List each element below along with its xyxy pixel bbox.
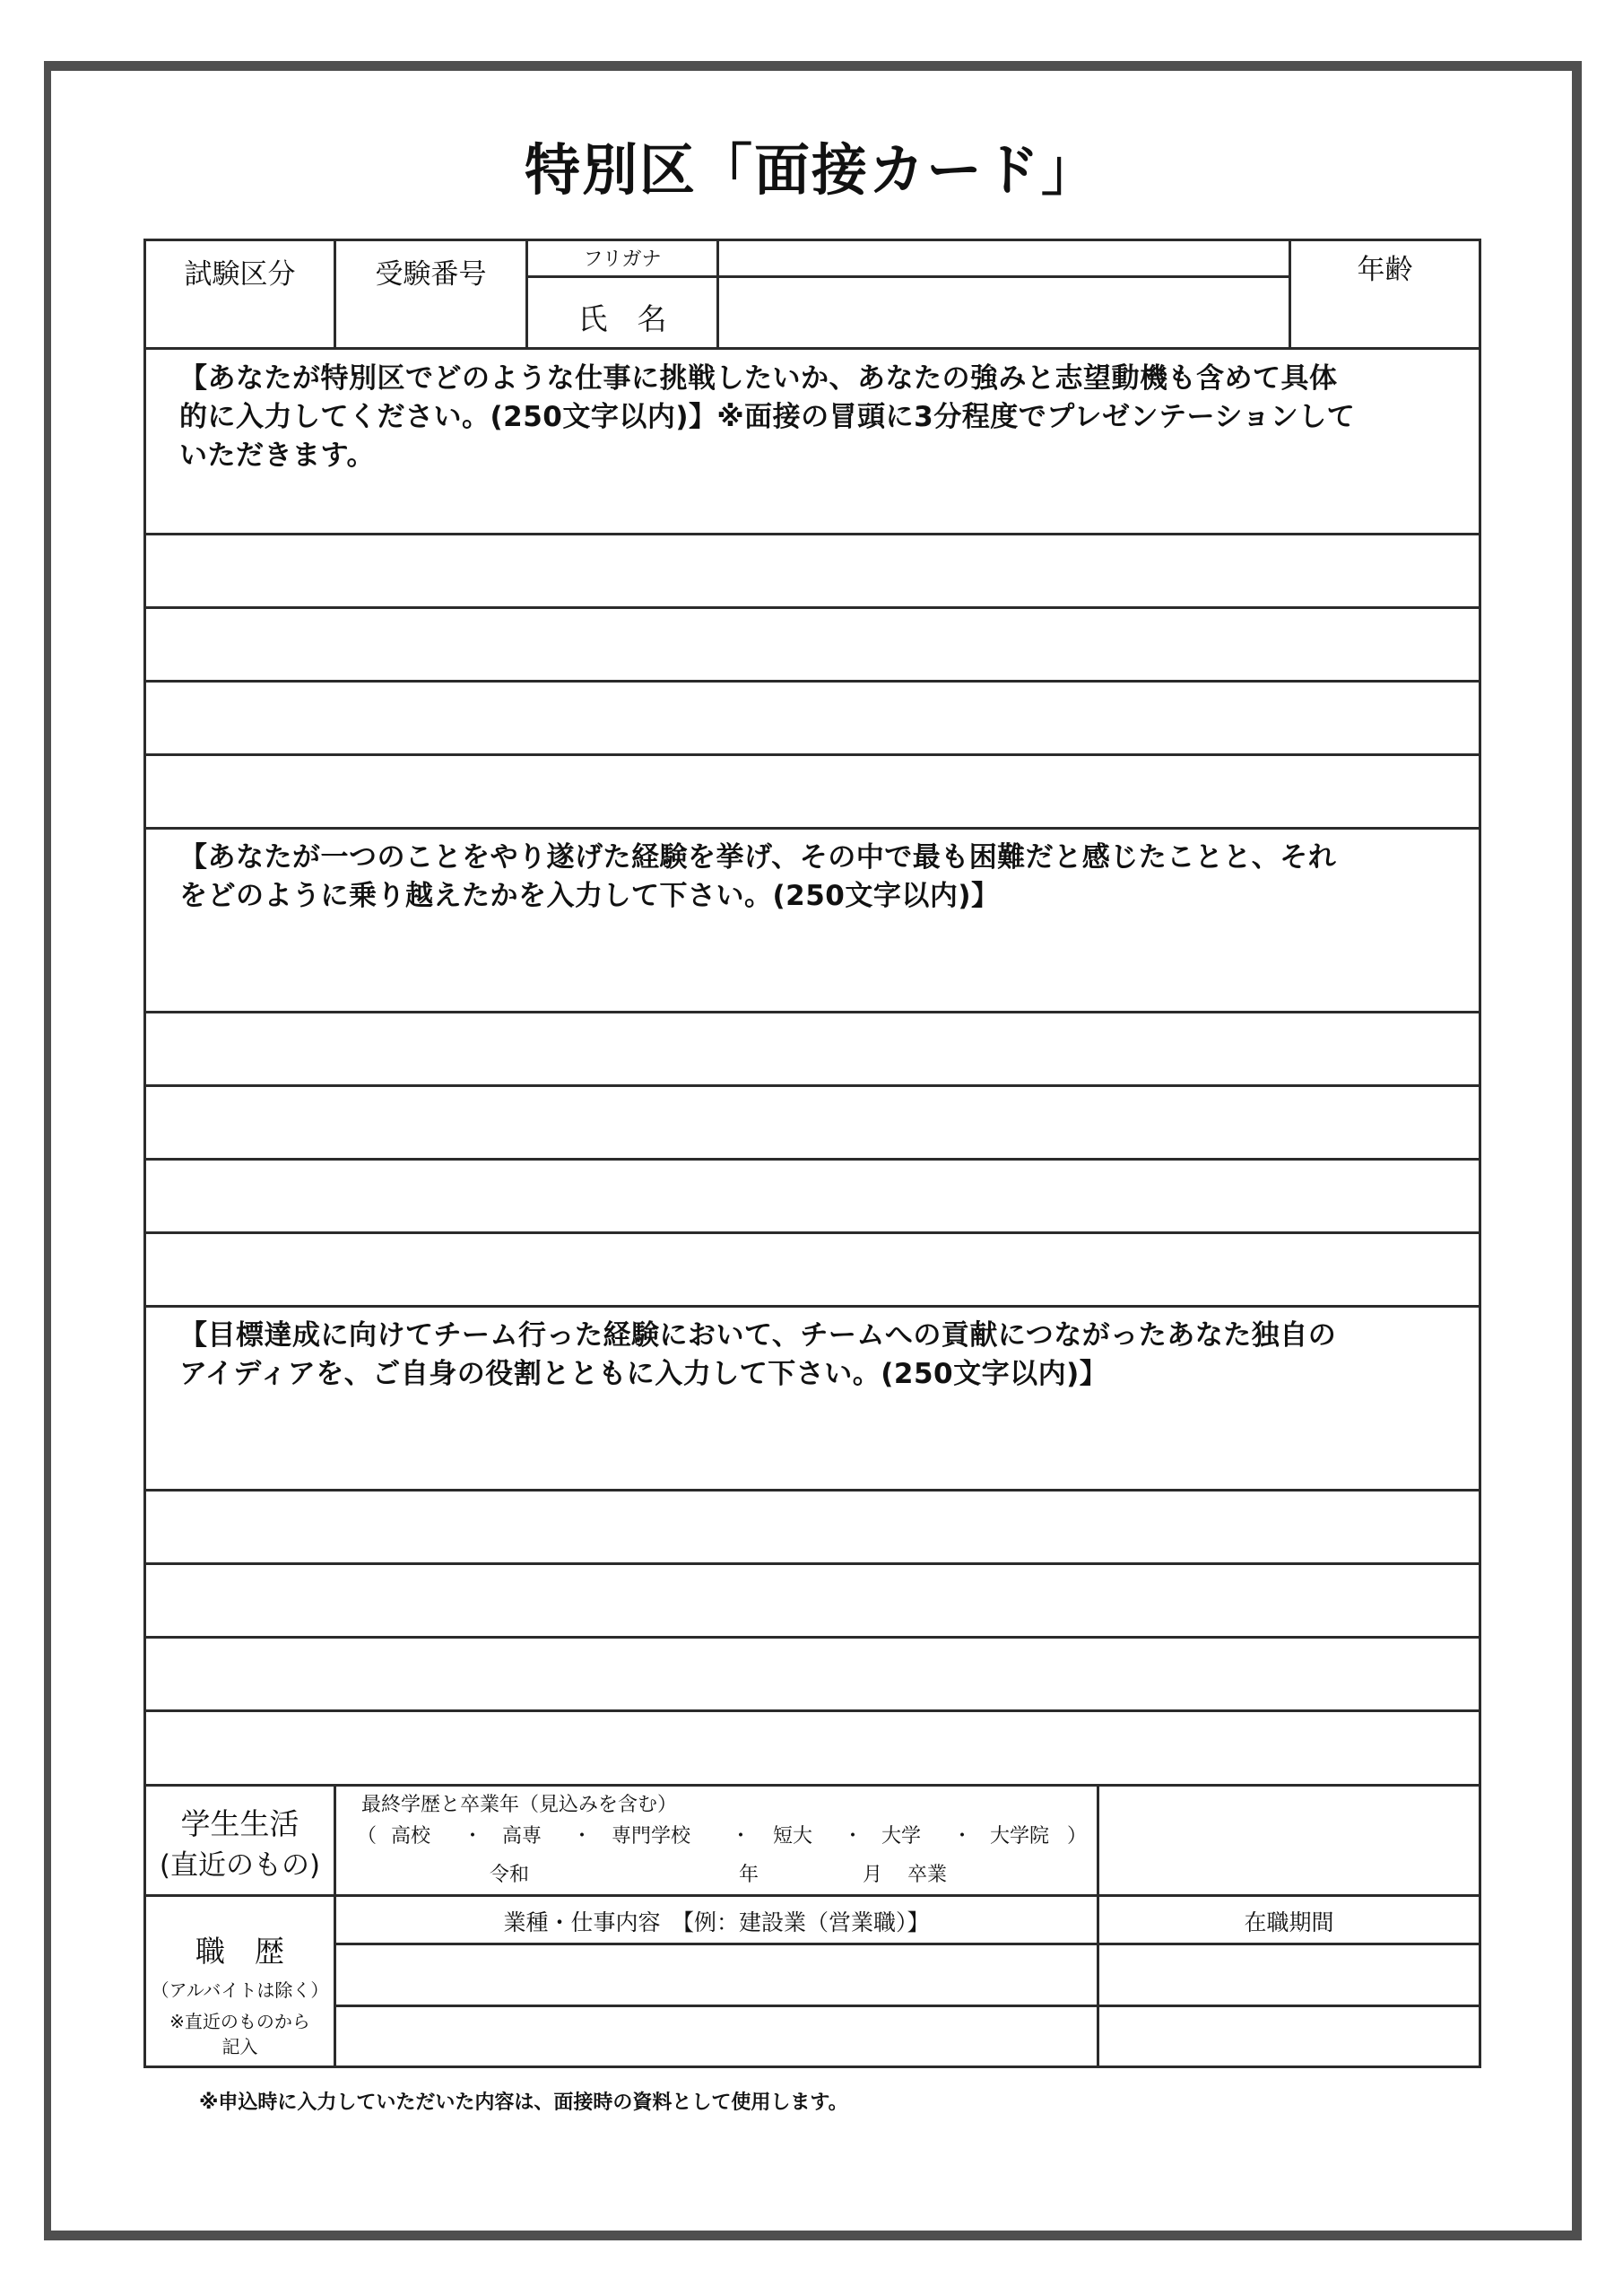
student-life-notes-field[interactable] [1105, 1790, 1476, 1892]
row-line [143, 1011, 1481, 1013]
answer-line-field[interactable] [152, 612, 1476, 678]
row-line [143, 1305, 1481, 1308]
close-paren: ） [1067, 1825, 1088, 1848]
answer-line-field[interactable] [152, 759, 1476, 825]
school-option-senmon[interactable]: 専門学校 [612, 1825, 691, 1848]
row-line [143, 1784, 1481, 1787]
period-column-header: 在職期間 [1244, 1909, 1334, 1935]
job-field-row-2[interactable] [343, 2010, 1095, 2064]
furigana-field[interactable] [725, 244, 1288, 274]
table-border-top [143, 239, 1481, 241]
header-col-line [716, 239, 719, 349]
furigana-divider [526, 275, 718, 278]
answer-line-field[interactable] [152, 1090, 1476, 1156]
table-border-left [143, 239, 146, 2068]
graduation-year-field[interactable] [538, 1858, 739, 1891]
page-title: 特別区「面接カード」 [524, 137, 1098, 203]
row-line [143, 1636, 1481, 1639]
answer-line-field[interactable] [152, 1641, 1476, 1708]
exam-category-label: 試験区分 [184, 258, 296, 291]
question-prompt-line: をどのように乗り越えたかを入力して下さい。(250文字以内)】 [179, 880, 1000, 912]
question-prompt-line: いただきます。 [179, 439, 376, 472]
exam-number-label: 受験番号 [375, 258, 487, 291]
period-field-row-1[interactable] [1105, 1948, 1476, 2002]
graduation-label: 卒業 [907, 1864, 948, 1886]
open-paren: （ [357, 1825, 378, 1848]
question-prompt-line: アイディアを、ご自身の役割とともに入力して下さい。(250文字以内)】 [179, 1358, 1108, 1390]
table-border-right [1479, 239, 1481, 2068]
question-prompt-line: 【目標達成に向けてチーム行った経験において、チームへの貢献につながったあなた独自の [179, 1319, 1337, 1352]
work-history-note: 記入 [221, 2036, 258, 2057]
row-line [143, 1894, 1481, 1897]
answer-line-field[interactable] [152, 1568, 1476, 1634]
row-line [143, 1562, 1481, 1565]
row-line [143, 753, 1481, 756]
answer-line-field[interactable] [152, 1715, 1476, 1781]
education-heading: 最終学歴と卒業年（見込みを含む） [361, 1794, 678, 1816]
age-label: 年齢 [1357, 254, 1413, 286]
school-option-daigakuin[interactable]: 大学院 [990, 1825, 1050, 1848]
age-field[interactable] [1297, 296, 1476, 343]
answer-line-field[interactable] [152, 538, 1476, 604]
school-option-daigaku[interactable]: 大学 [881, 1825, 922, 1848]
row-line [143, 533, 1481, 535]
row-line [143, 606, 1481, 609]
name-field[interactable] [725, 282, 1288, 344]
year-label: 年 [739, 1864, 759, 1886]
option-separator: ・ [843, 1825, 864, 1848]
question-prompt-line: 【あなたが一つのことをやり遂げた経験を挙げ、その中で最も困難だと感じたことと、それ [179, 841, 1337, 874]
answer-line-field[interactable] [152, 1237, 1476, 1303]
work-history-note: （アルバイトは除く） [151, 1979, 329, 2001]
furigana-label: フリガナ [583, 248, 662, 271]
option-separator: ・ [952, 1825, 973, 1848]
header-bottom-line [143, 347, 1481, 350]
row-line [143, 1489, 1481, 1492]
month-label: 月 [863, 1864, 883, 1886]
option-separator: ・ [731, 1825, 751, 1848]
answer-line-field[interactable] [152, 1163, 1476, 1230]
job-column-header: 業種・仕事内容 【例：建設業（営業職）】 [503, 1909, 930, 1935]
answer-line-field[interactable] [152, 685, 1476, 752]
row-line [143, 1709, 1481, 1712]
answer-line-field[interactable] [152, 1016, 1476, 1083]
work-history-note: ※直近のものから [169, 2011, 310, 2032]
question-prompt-line: 的に入力してください。(250文字以内)】※面接の冒頭に3分程度でプレゼンテーションして [179, 401, 1356, 433]
student-life-label: 学生生活 [180, 1806, 299, 1841]
school-option-tandai[interactable]: 短大 [773, 1825, 813, 1848]
option-separator: ・ [572, 1825, 593, 1848]
work-history-label: 職 歴 [195, 1934, 284, 1969]
student-life-sublabel: (直近のもの) [159, 1849, 321, 1882]
row-line [334, 2005, 1481, 2007]
name-label: 氏 名 [577, 301, 667, 336]
question-prompt-line: 【あなたが特別区でどのような仕事に挑戦したいか、あなたの強みと志望動機も含めて具体 [179, 362, 1338, 395]
row-line [143, 1231, 1481, 1234]
exam-number-field[interactable] [343, 296, 524, 343]
row-line [334, 1943, 1481, 1945]
school-option-koukou[interactable]: 高校 [391, 1825, 431, 1848]
table-border-bottom [143, 2066, 1481, 2068]
graduation-month-field[interactable] [768, 1858, 861, 1891]
exam-category-field[interactable] [152, 296, 331, 343]
footnote: ※申込時に入力していただいた内容は、面接時の資料として使用します。 [199, 2092, 848, 2114]
row-line [143, 827, 1481, 830]
row-line [143, 1158, 1481, 1161]
furigana-value-divider [717, 275, 1290, 278]
row-line [143, 1084, 1481, 1087]
job-field-row-1[interactable] [343, 1948, 1095, 2002]
answer-line-field[interactable] [152, 1494, 1476, 1561]
era-label: 令和 [490, 1864, 530, 1886]
period-field-row-2[interactable] [1105, 2010, 1476, 2064]
option-separator: ・ [463, 1825, 483, 1848]
school-option-kousen[interactable]: 高専 [502, 1825, 542, 1848]
row-line [143, 680, 1481, 683]
